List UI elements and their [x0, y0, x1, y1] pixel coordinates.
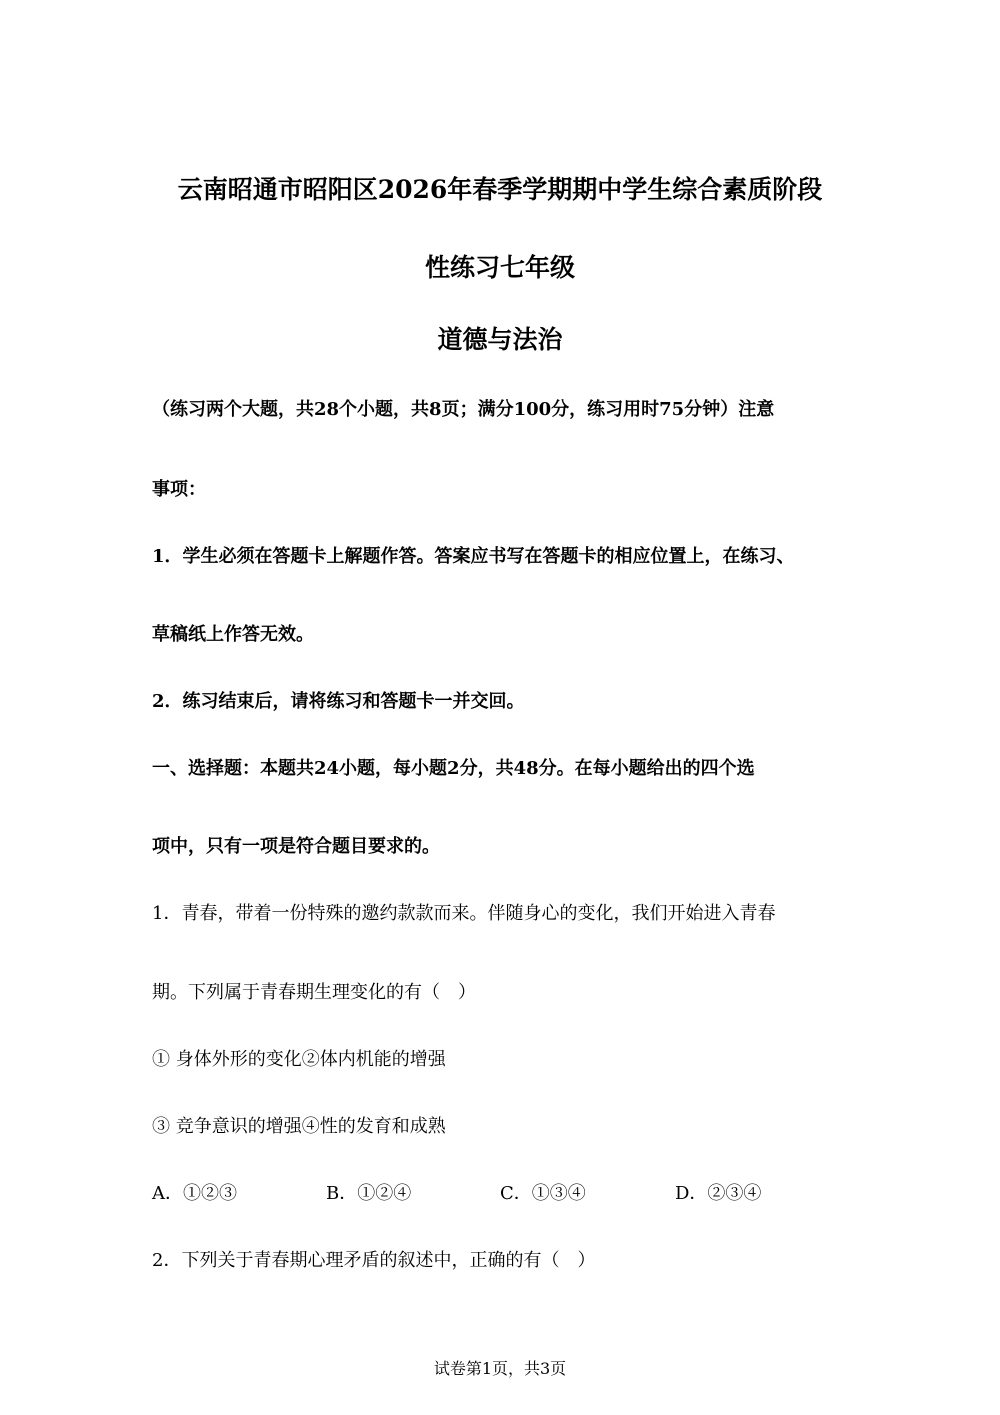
question-1-option-b: B．①②④: [326, 1183, 412, 1204]
question-1-statement-2: ③ 竞争意识的增强④性的发育和成熟: [152, 1116, 446, 1137]
instruction-item-1-line-1: 1．学生必须在答题卡上解题作答。答案应书写在答题卡的相应位置上，在练习、: [152, 546, 795, 567]
instructions-line-2: 事项：: [152, 479, 206, 500]
instructions-line-1: （练习两个大题，共28个小题，共8页；满分100分，练习用时75分钟）注意: [152, 399, 775, 420]
question-1-option-c: C．①③④: [500, 1183, 586, 1204]
instruction-item-2: 2．练习结束后，请将练习和答题卡一并交回。: [152, 691, 525, 712]
section-1-heading-line-2: 项中，只有一项是符合题目要求的。: [152, 836, 440, 857]
exam-title-line-2: 性练习七年级: [424, 253, 575, 282]
question-1-statement-1: ① 身体外形的变化②体内机能的增强: [152, 1049, 446, 1070]
question-1-line-1: 1．青春，带着一份特殊的邀约款款而来。伴随身心的变化，我们开始进入青春: [152, 903, 776, 924]
section-1-heading-line-1: 一、选择题：本题共24小题，每小题2分，共48分。在每小题给出的四个选: [152, 758, 755, 779]
exam-subject: 道德与法治: [437, 325, 563, 354]
question-1-option-d: D．②③④: [675, 1183, 762, 1204]
question-2-line-1: 2．下列关于青春期心理矛盾的叙述中，正确的有（ ）: [152, 1250, 596, 1271]
page-footer: 试卷第1页，共3页: [433, 1359, 567, 1378]
question-1-line-2: 期。下列属于青春期生理变化的有（ ）: [152, 982, 476, 1003]
instruction-item-1-line-2: 草稿纸上作答无效。: [152, 624, 314, 645]
question-1-option-a: A．①②③: [152, 1183, 237, 1204]
exam-title-line-1: 云南昭通市昭阳区2026年春季学期期中学生综合素质阶段: [177, 175, 823, 204]
